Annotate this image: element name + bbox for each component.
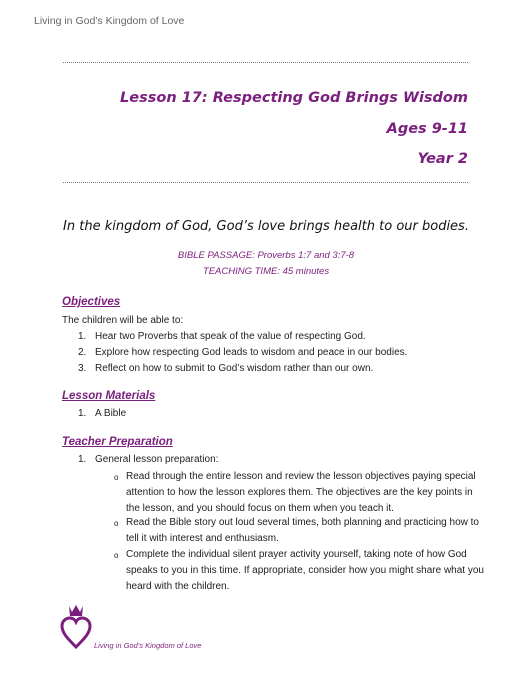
objectives-intro: The children will be able to: xyxy=(62,315,184,326)
preparation-number: 1. xyxy=(78,454,87,465)
objective-number: 2. xyxy=(78,347,87,358)
objective-item: Explore how respecting God leads to wisdom and peace in our bodies. xyxy=(95,347,408,358)
bullet-icon: o xyxy=(114,473,119,482)
material-number: 1. xyxy=(78,408,87,419)
tagline: In the kingdom of God, God’s love brings health to our bodies. xyxy=(63,219,469,234)
bullet-line: tell it with interest and enthusiasm. xyxy=(126,533,279,544)
preparation-heading: Teacher Preparation xyxy=(62,436,173,448)
objective-number: 3. xyxy=(78,363,87,374)
bullet-line: attention to how the lesson explores them. The objectives are the key points in xyxy=(126,487,473,498)
objective-item: Reflect on how to submit to God’s wisdom rather than our own. xyxy=(95,363,374,374)
footer-text: Living in God’s Kingdom of Love xyxy=(94,641,202,650)
bible-passage: BIBLE PASSAGE: Proverbs 1:7 and 3:7-8 xyxy=(177,250,355,261)
bullet-line: heard with the children. xyxy=(126,581,230,592)
bullet-icon: o xyxy=(114,551,119,560)
top-divider xyxy=(63,62,468,63)
title-divider xyxy=(63,182,468,183)
page-header: Living in God’s Kingdom of Love xyxy=(34,15,185,27)
crown-heart-logo xyxy=(60,604,92,650)
preparation-item: General lesson preparation: xyxy=(95,454,219,465)
lesson-title: Lesson 17: Respecting God Brings Wisdom xyxy=(120,90,468,106)
material-item: A Bible xyxy=(95,408,127,419)
objectives-heading: Objectives xyxy=(62,296,121,308)
objective-item: Hear two Proverbs that speak of the value of respecting God. xyxy=(95,331,366,342)
bullet-icon: o xyxy=(114,519,119,528)
bullet-line: Read through the entire lesson and review the lesson objectives paying special xyxy=(126,471,476,482)
bullet-line: Read the Bible story out loud several times, both planning and practicing how to xyxy=(126,517,479,528)
teaching-time: TEACHING TIME: 45 minutes xyxy=(202,266,330,277)
ages-label: Ages 9-11 xyxy=(386,121,468,137)
year-label: Year 2 xyxy=(417,151,468,167)
objective-number: 1. xyxy=(78,331,87,342)
materials-heading: Lesson Materials xyxy=(62,390,156,402)
bullet-line: Complete the individual silent prayer activity yourself, taking note of how God xyxy=(126,549,467,560)
bullet-line: the lesson, and you should focus on them when you teach it. xyxy=(126,503,394,514)
bullet-line: speaks to you in this time. If appropriate, consider how you might share what you xyxy=(126,565,484,576)
